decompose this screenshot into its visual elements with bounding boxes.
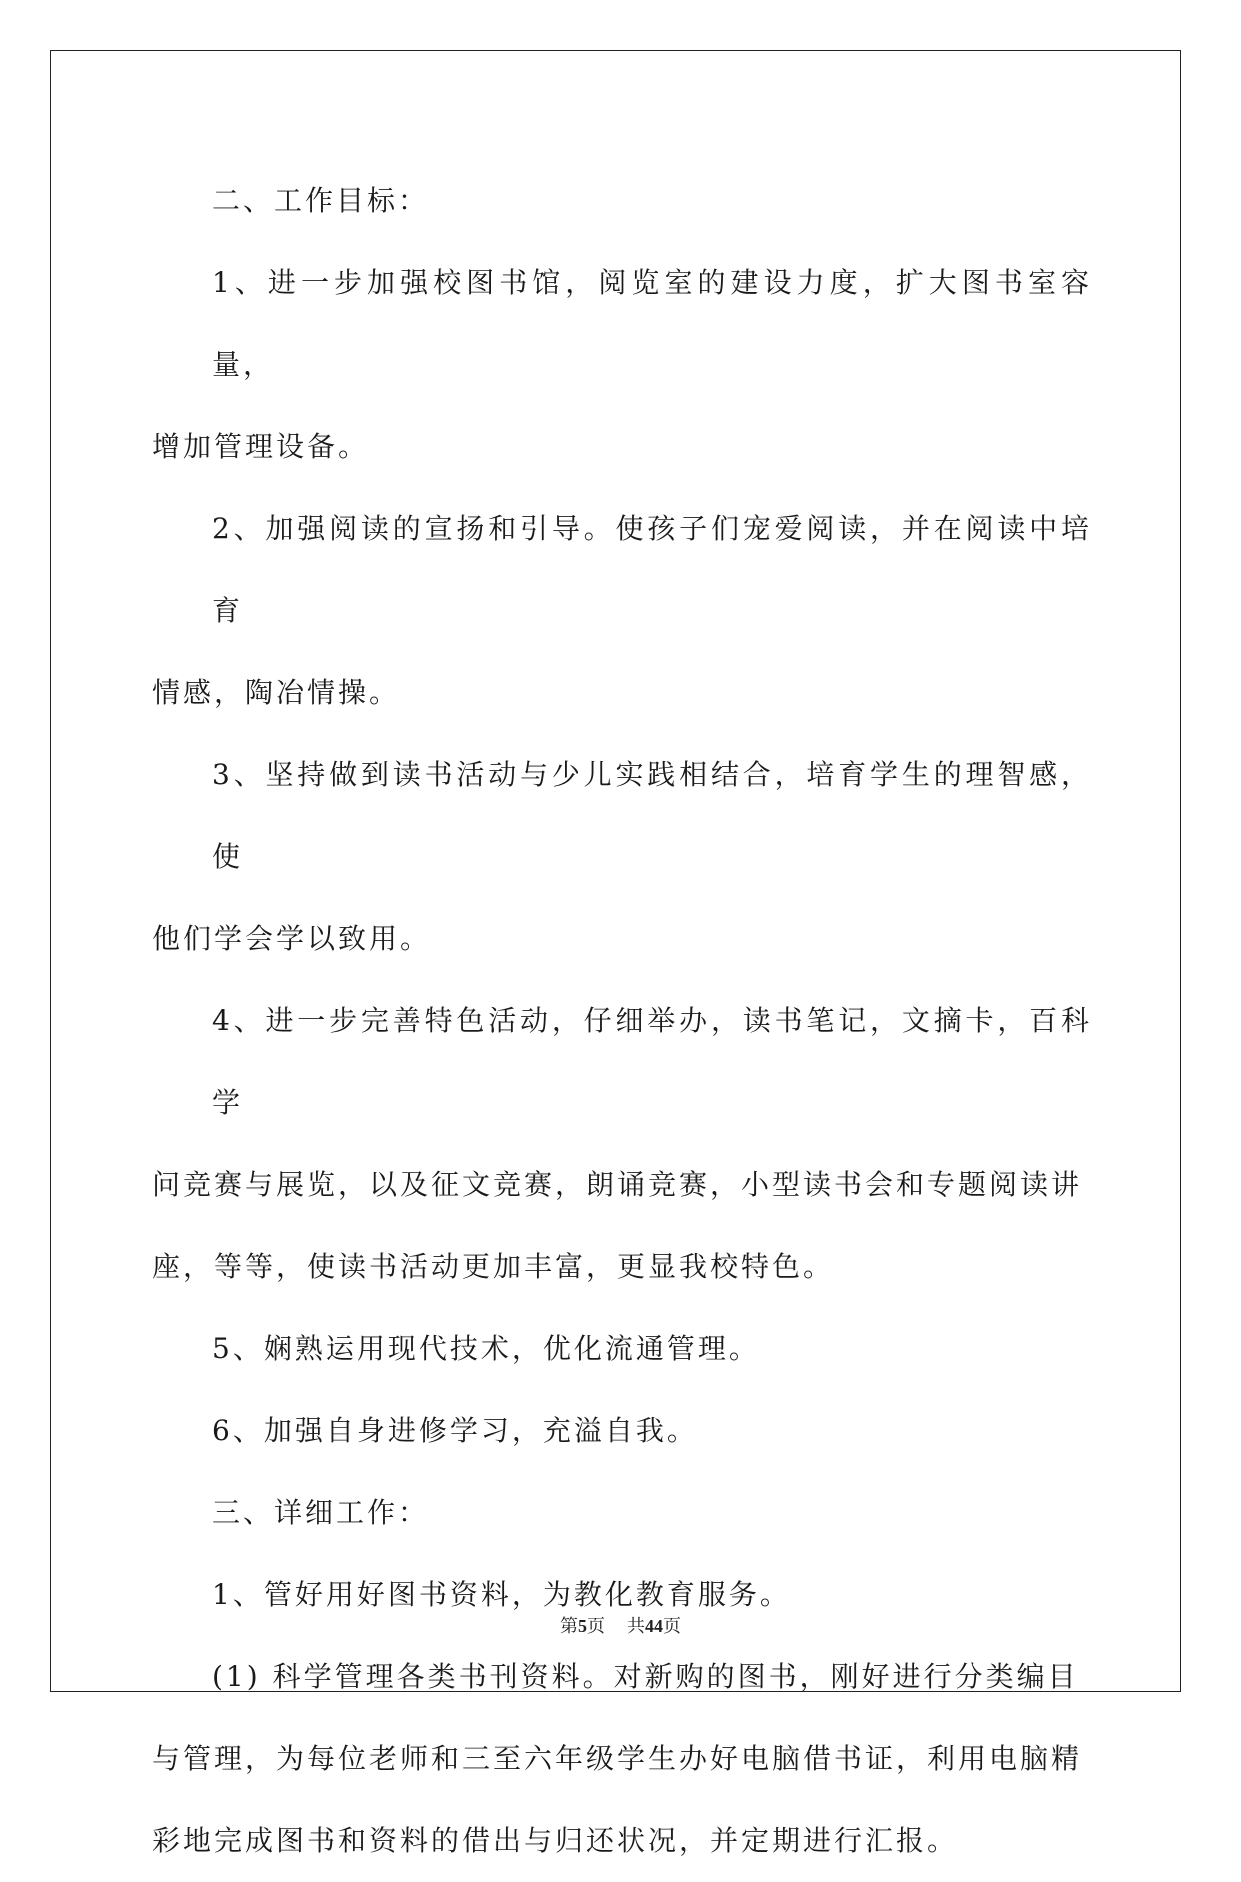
goal-item-4 <box>152 980 1092 1308</box>
text-line: 3、坚持做到读书活动与少儿实践相结合，培育学生的理智感，使 <box>212 758 1092 873</box>
text-line: 二、工作目标： <box>212 184 430 217</box>
text-line: 与管理，为每位老师和三至六年级学生办好电脑借书证，利用电脑精 <box>152 1742 1083 1775</box>
page-footer <box>0 1612 1241 1638</box>
text-line: 彩地完成图书和资料的借出与归还状况，并定期进行汇报。 <box>152 1824 959 1857</box>
goal-item-2 <box>152 488 1092 734</box>
goal-item-1 <box>152 242 1092 488</box>
goal-item-6 <box>152 1390 1092 1472</box>
text-line: 三、详细工作： <box>212 1496 430 1529</box>
goal-item-3 <box>152 734 1092 980</box>
text-line: 6、加强自身进修学习，充溢自我。 <box>212 1414 698 1447</box>
text-line: 1、管好用好图书资料，为教化教育服务。 <box>212 1578 791 1611</box>
text-line: 情感，陶冶情操。 <box>152 676 401 709</box>
work-subitem-1 <box>152 1636 1092 1882</box>
text-line: 座，等等，使读书活动更加丰富，更显我校特色。 <box>152 1250 835 1283</box>
page-number: 5 <box>578 1616 587 1636</box>
text-line: 4、进一步完善特色活动，仔细举办，读书笔记，文摘卡，百科学 <box>212 1004 1092 1119</box>
text-line: 增加管理设备。 <box>152 430 370 463</box>
text-line: 5、娴熟运用现代技术，优化流通管理。 <box>212 1332 760 1365</box>
footer-page-suffix: 页 <box>587 1616 605 1636</box>
text-line: 问竞赛与展览，以及征文竞赛，朗诵竞赛，小型读书会和专题阅读讲 <box>152 1168 1083 1201</box>
footer-total-prefix: 共 <box>627 1616 645 1636</box>
text-line: (1) 科学管理各类书刊资料。对新购的图书，刚好进行分类编目 <box>212 1660 1079 1693</box>
goal-item-5 <box>152 1308 1092 1390</box>
text-line: 2、加强阅读的宣扬和引导。使孩子们宠爱阅读，并在阅读中培育 <box>212 512 1092 627</box>
text-line: 他们学会学以致用。 <box>152 922 432 955</box>
total-pages: 44 <box>645 1616 663 1636</box>
footer-prefix: 第 <box>560 1616 578 1636</box>
section-heading-goals <box>152 160 1092 242</box>
footer-total-suffix: 页 <box>663 1616 681 1636</box>
text-line: 1、进一步加强校图书馆，阅览室的建设力度，扩大图书室容量， <box>212 266 1092 381</box>
section-heading-work <box>152 1472 1092 1554</box>
